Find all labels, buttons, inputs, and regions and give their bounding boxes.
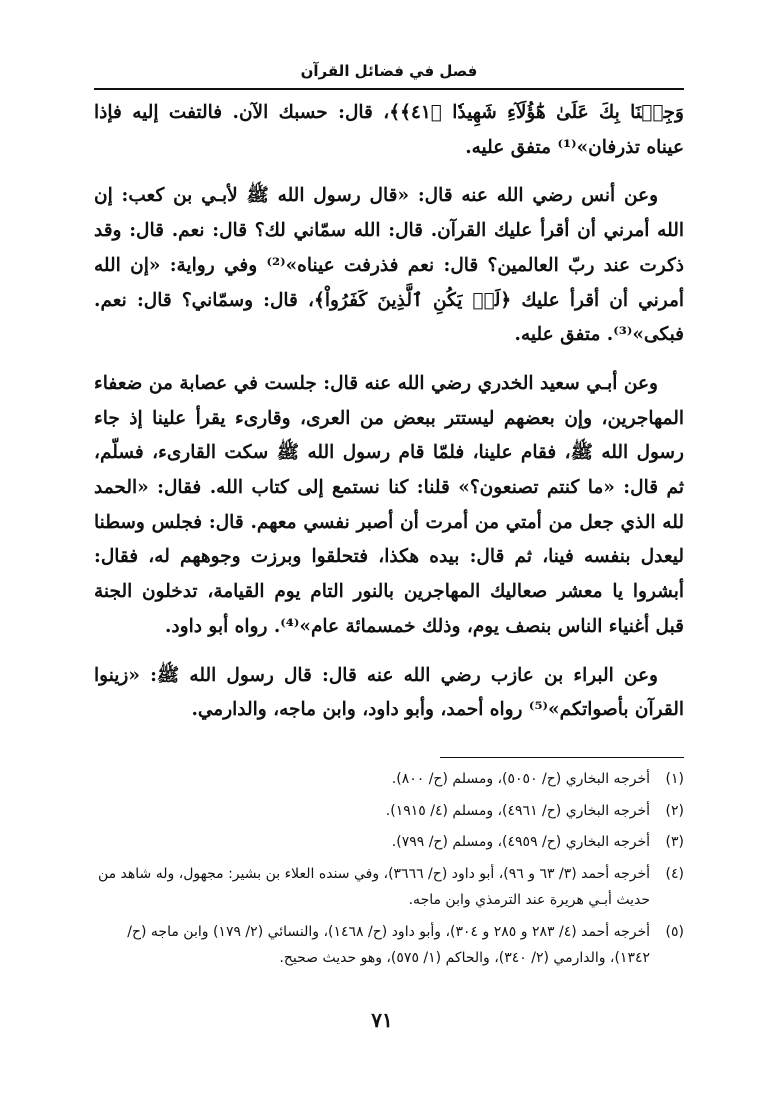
footnote-number: (٣) — [665, 834, 684, 850]
paragraph-1: وَجِئۡنَا بِكَ عَلَىٰ هَٰٓؤُلَآءِ شَهِيدٗا ﴿٤١﴾﴾، قال: حسبك الآن. فالتفت إليه فإذا عيناه تذرفان»⁽¹⁾ متفق عليه. — [94, 102, 684, 158]
footnote-5 — [94, 919, 684, 972]
running-header: فصل في فضائل القرآن — [300, 62, 478, 80]
footnote-number: (٥) — [665, 923, 684, 940]
footnote-number: (١) — [665, 771, 684, 787]
paragraph-3: وعن أبـي سعيد الخدري رضي الله عنه قال: جلست في عصابة من ضعفاء المهاجرين، وإن بعضهم ليستتر ببعض من العرى، وقارىء يقرأ علينا إذ جاء رسول الله ﷺ، فقام علينا، فلمّا قام رسول الله ﷺ سكت القارىء، فسلّم، ثم قال: «ما كنتم تصنعون؟» قلنا: كنا نستمع إلى كتاب الله. فقال: «الحمد لله الذي جعل من أمتي من أمرت أن أصبر نفسي معهم. قال: فجلس وسطنا ليعدل بنفسه فينا، ثم قال: بيده هكذا، فتحلقوا وبرزت وجوههم له، فقال: أبشروا يا معشر صعاليك المهاجرين بالنور التام يوم القيامة، تدخلون الجنة قبل أغنياء الناس بنصف يوم، وذلك خمسمائة عام»⁽⁴⁾. رواه أبو داود. — [94, 372, 684, 637]
footnote-text: أخرجه البخاري (ح/ ٤٩٦١)، ومسلم (٤/ ١٩١٥). — [385, 802, 650, 819]
paragraph-2: وعن أنس رضي الله عنه قال: «قال رسول الله ﷺ لأبـي بن كعب: إن الله أمرني أن أقرأ عليك القرآن. قال: الله سمّاني لك؟ قال: نعم. قال: وقد ذكرت عند ربّ العالمين؟ قال: نعم فذرفت عيناه»⁽²⁾ وفي رواية: «إن الله أمرني أن أقرأ عليك ﴿لَمۡ يَكُنِ ٱلَّذِينَ كَفَرُواْ﴾، قال: وسمّاني؟ قال: نعم. فبكى»⁽³⁾. متفق عليه. — [94, 185, 684, 346]
footnote-text: أخرجه البخاري (ح/ ٤٩٥٩)، ومسلم (ح/ ٧٩٩). — [391, 834, 650, 850]
footnote-2 — [94, 798, 684, 825]
footnote-1 — [94, 766, 684, 793]
page-number: ٧١ — [371, 1008, 393, 1032]
footnote-text: أخرجه أحمد (٤/ ٢٨٣ و ٢٨٥ و ٣٠٤)، وأبو داود (ح/ ١٤٦٨)، والنسائي (٢/ ١٧٩) وابن ماجه (ح/ ١٣٤٢)، والدارمي (٢/ ٣٤٠)، والحاكم (١/ ٥٧٥)، وهو حديث صحيح. — [127, 923, 650, 966]
paragraph-4: وعن البراء بن عازب رضي الله عنه قال: قال رسول الله ﷺ: «زينوا القرآن بأصواتكم»⁽⁵⁾ رواه أحمد، وأبو داود، وابن ماجه، والدارمي. — [94, 664, 684, 721]
footnote-text: أخرجه البخاري (ح/ ٥٠٥٠)، ومسلم (ح/ ٨٠٠). — [391, 771, 650, 787]
footnote-number: (٤) — [665, 865, 684, 882]
footnote-4 — [94, 861, 684, 914]
footnote-rule — [440, 757, 684, 758]
header-rule — [94, 88, 684, 90]
footnote-number: (٢) — [665, 802, 684, 819]
footnotes — [94, 766, 684, 977]
body-text — [94, 96, 684, 742]
footnote-text: أخرجه أحمد (٣/ ٦٣ و ٩٦)، أبو داود (ح/ ٣٦٦٦)، وفي سنده العلاء بن بشير: مجهول، وله شاهد من حديث أبـي هريرة عند الترمذي وابن ماجه. — [97, 865, 650, 908]
footnote-3 — [94, 829, 684, 856]
